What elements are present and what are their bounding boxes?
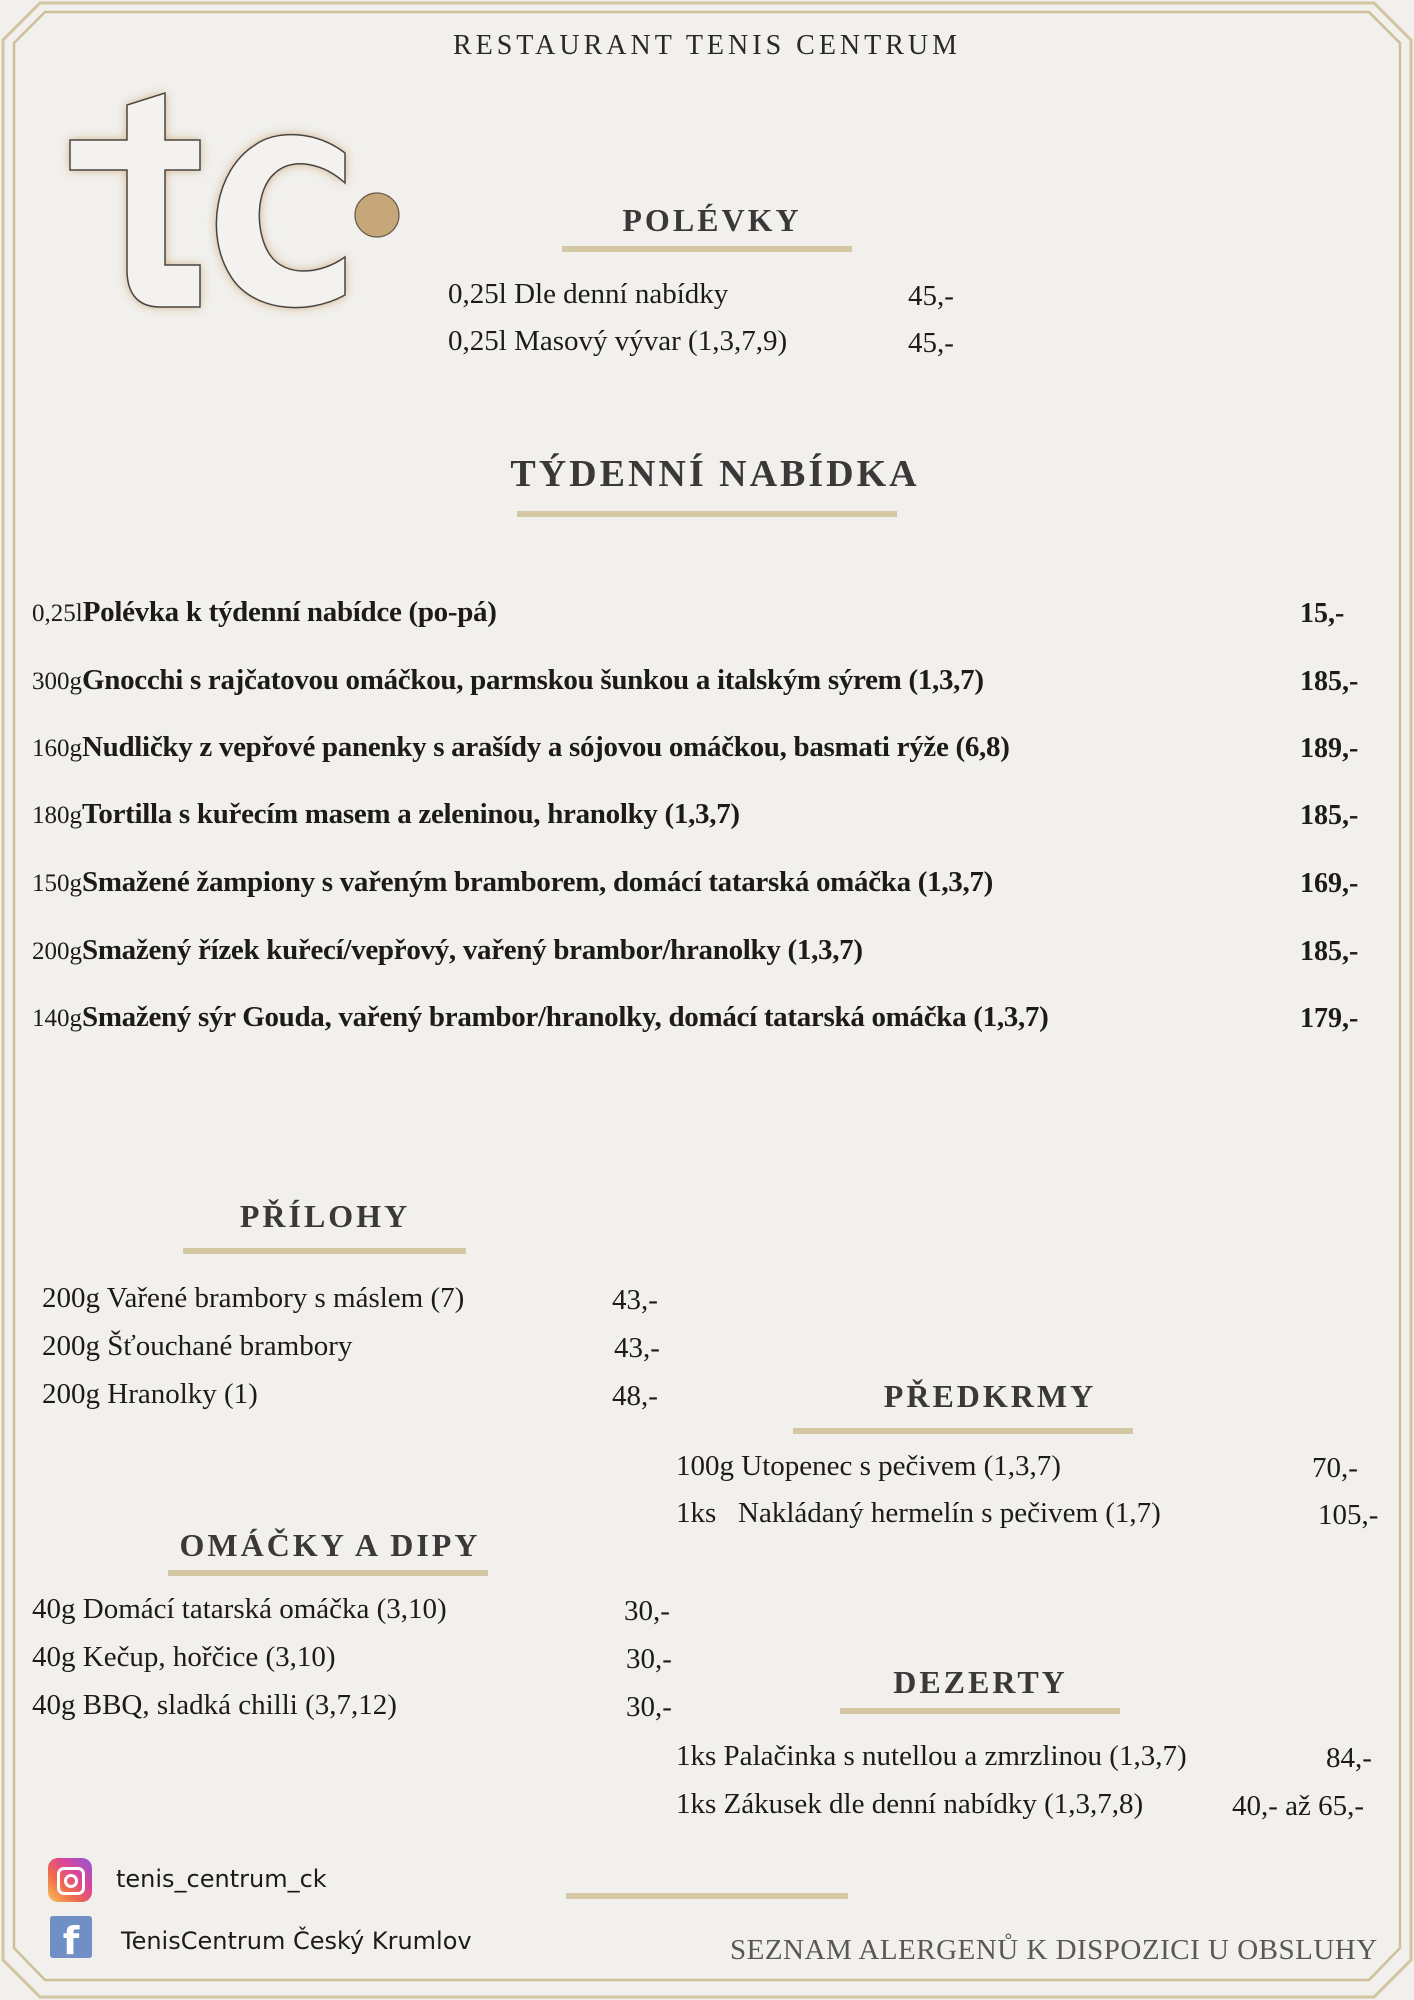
- item-qty: 1ks: [676, 1740, 717, 1772]
- menu-item: [32, 1001, 1049, 1034]
- item-qty: 200g: [42, 1282, 100, 1314]
- item-name: Smažené žampiony s vařeným bramborem, domácí tatarská omáčka (1,3,7): [82, 866, 993, 898]
- item-name: Utopenec s pečivem (1,3,7): [741, 1450, 1061, 1482]
- item-price: 30,-: [626, 1691, 672, 1723]
- item-price: 43,-: [612, 1284, 658, 1316]
- item-name: Šťouchané brambory: [107, 1330, 353, 1362]
- item-name: Smažený řízek kuřecí/vepřový, vařený brambor/hranolky (1,3,7): [82, 934, 863, 966]
- item-qty: 0,25l: [448, 278, 507, 310]
- item-name: Nakládaný hermelín s pečivem (1,7): [738, 1497, 1161, 1529]
- item-price: 70,-: [1312, 1452, 1358, 1484]
- section-title-prilohy: PŘÍLOHY: [239, 1198, 411, 1234]
- item-qty: 0,25l: [32, 600, 83, 627]
- item-price: 185,-: [1300, 666, 1359, 697]
- menu-item: [42, 1282, 464, 1315]
- item-qty: 160g: [32, 735, 82, 762]
- tc-logo: [55, 85, 405, 325]
- menu-item: [448, 278, 728, 311]
- item-name: Masový vývar (1,3,7,9): [514, 325, 788, 357]
- facebook-link[interactable]: [50, 1916, 490, 1962]
- section-title-predkrmy: PŘEDKRMY: [883, 1378, 1097, 1414]
- item-price: 179,-: [1300, 1003, 1359, 1034]
- item-qty: 200g: [42, 1378, 100, 1410]
- menu-item: [676, 1788, 1143, 1821]
- item-qty: 180g: [32, 802, 82, 829]
- divider: [183, 1248, 466, 1254]
- item-qty: 1ks: [676, 1788, 717, 1820]
- instagram-handle: tenis_centrum_ck: [116, 1865, 327, 1893]
- item-qty: 40g: [32, 1641, 76, 1673]
- item-name: Palačinka s nutellou a zmrzlinou (1,3,7): [723, 1740, 1187, 1772]
- item-price: 15,-: [1300, 598, 1345, 629]
- item-qty: 200g: [42, 1330, 100, 1362]
- item-price: 169,-: [1300, 868, 1359, 899]
- menu-item: [32, 596, 497, 629]
- divider: [562, 246, 852, 252]
- divider: [517, 511, 897, 517]
- item-name: Gnocchi s rajčatovou omáčkou, parmskou šunkou a italským sýrem (1,3,7): [82, 664, 984, 696]
- item-qty: 1ks: [676, 1497, 717, 1529]
- item-price: 45,-: [908, 327, 954, 359]
- item-qty: 300g: [32, 668, 82, 695]
- menu-item: [42, 1378, 258, 1411]
- item-qty: 200g: [32, 938, 82, 965]
- item-price: 105,-: [1318, 1499, 1379, 1531]
- section-title-dezerty: DEZERTY: [893, 1664, 1068, 1700]
- item-name: Domácí tatarská omáčka (3,10): [82, 1593, 447, 1625]
- item-name: Kečup, hořčice (3,10): [82, 1641, 336, 1673]
- item-name: Smažený sýr Gouda, vařený brambor/hranolky, domácí tatarská omáčka (1,3,7): [82, 1001, 1049, 1033]
- item-name: BBQ, sladká chilli (3,7,12): [82, 1689, 397, 1721]
- facebook-icon: f: [50, 1916, 92, 1958]
- logo-dot-icon: [355, 193, 399, 237]
- menu-item: [32, 934, 863, 967]
- menu-item: [676, 1497, 1161, 1530]
- section-title-tydenni-nabidka: TÝDENNÍ NABÍDKA: [510, 453, 920, 495]
- footer-divider: [566, 1893, 848, 1899]
- allergen-note: SEZNAM ALERGENŮ K DISPOZICI U OBSLUHY: [730, 1934, 1378, 1966]
- item-name: Tortilla s kuřecím masem a zeleninou, hranolky (1,3,7): [82, 798, 740, 830]
- menu-item: [32, 798, 740, 831]
- instagram-link[interactable]: [48, 1858, 408, 1904]
- item-name: Zákusek dle denní nabídky (1,3,7,8): [723, 1788, 1144, 1820]
- item-name: Hranolky (1): [107, 1378, 258, 1410]
- menu-item: [32, 866, 993, 899]
- menu-item: [32, 1593, 447, 1626]
- item-qty: 0,25l: [448, 325, 507, 357]
- instagram-icon: [48, 1858, 92, 1902]
- item-price: 185,-: [1300, 800, 1359, 831]
- item-price: 30,-: [626, 1643, 672, 1675]
- item-price: 43,-: [614, 1332, 660, 1364]
- menu-item: [32, 731, 1010, 764]
- section-title-omacky: OMÁČKY A DIPY: [179, 1527, 481, 1563]
- item-name: Nudličky z vepřové panenky s arašídy a sójovou omáčkou, basmati rýže (6,8): [82, 731, 1010, 763]
- item-price: 30,-: [624, 1595, 670, 1627]
- menu-item: [676, 1450, 1061, 1483]
- item-name: Polévka k týdenní nabídce (po-pá): [82, 596, 497, 628]
- menu-item: [32, 664, 984, 697]
- item-name: Dle denní nabídky: [514, 278, 729, 310]
- facebook-name: TenisCentrum Český Krumlov: [121, 1927, 472, 1955]
- item-qty: 40g: [32, 1689, 76, 1721]
- item-qty: 100g: [676, 1450, 734, 1482]
- menu-item: [448, 325, 787, 358]
- restaurant-name: RESTAURANT TENIS CENTRUM: [452, 30, 962, 61]
- item-price: 40,- až 65,-: [1232, 1790, 1365, 1822]
- divider: [840, 1708, 1120, 1714]
- item-price: 48,-: [612, 1380, 658, 1412]
- divider: [168, 1570, 488, 1576]
- menu-item: [32, 1641, 336, 1674]
- item-qty: 40g: [32, 1593, 76, 1625]
- divider: [793, 1428, 1133, 1434]
- menu-item: [42, 1330, 352, 1363]
- item-name: Vařené brambory s máslem (7): [106, 1282, 465, 1314]
- section-title-polevky: POLÉVKY: [622, 202, 802, 238]
- menu-item: [676, 1740, 1187, 1773]
- item-price: 45,-: [908, 280, 954, 312]
- item-price: 185,-: [1300, 936, 1359, 967]
- item-qty: 150g: [32, 870, 82, 897]
- item-qty: 140g: [32, 1005, 82, 1032]
- item-price: 189,-: [1300, 733, 1359, 764]
- menu-item: [32, 1689, 397, 1722]
- item-price: 84,-: [1326, 1742, 1372, 1774]
